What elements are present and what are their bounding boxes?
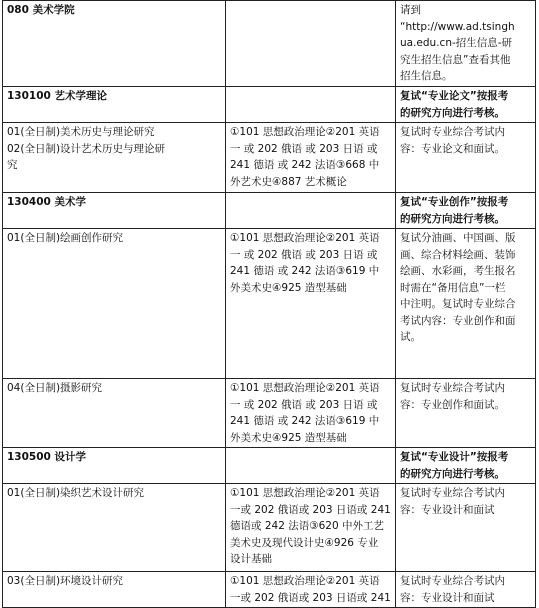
college-row bbox=[3, 1, 536, 87]
exam-subjects-cell bbox=[226, 572, 396, 608]
remarks-cell bbox=[396, 193, 536, 229]
catalog-body bbox=[3, 1, 536, 608]
major-name: 130500 设计学 bbox=[3, 448, 226, 484]
exam-subjects-cell bbox=[226, 193, 396, 229]
exam-subject-line: ①101 思想政治理论②201 英语 bbox=[230, 575, 380, 587]
college-name: 080 美术学院 bbox=[3, 1, 226, 87]
remark-line: 容：专业设计和面试 bbox=[400, 503, 495, 516]
major-row bbox=[3, 87, 536, 123]
exam-subject-line: 241 德语 或 242 法语③619 中 bbox=[230, 415, 380, 427]
direction-cell bbox=[3, 484, 226, 572]
exam-subject-line: ①101 思想政治理论②201 英语 bbox=[230, 487, 380, 499]
remark-line: 容：专业设计和面试 bbox=[400, 591, 495, 604]
remark-line: 的研究方向进行考核。 bbox=[400, 467, 505, 480]
direction-cell bbox=[3, 572, 226, 608]
remark-line: 的研究方向进行考核。 bbox=[400, 106, 505, 119]
exam-subject-line: ①101 思想政治理论②201 英语 bbox=[230, 232, 380, 244]
remark-line: 复试时专业综合考试内 bbox=[400, 575, 505, 587]
direction-line: 01(全日制)美术历史与理论研究 bbox=[7, 126, 155, 138]
exam-subject-line: 外美术史④925 造型基础 bbox=[230, 431, 347, 444]
exam-subject-line: ①101 思想政治理论②201 英语 bbox=[230, 126, 380, 138]
remarks-cell bbox=[396, 448, 536, 484]
direction-cell bbox=[3, 123, 226, 193]
exam-subject-line: 德语或 242 法语③620 中外工艺 bbox=[230, 520, 385, 532]
remark-line: 复试分油画、中国画、版 bbox=[400, 232, 516, 244]
exam-subjects-cell bbox=[226, 1, 396, 87]
major-name: 130400 美术学 bbox=[3, 193, 226, 229]
remark-line: 复试时专业综合考试内 bbox=[400, 126, 505, 138]
direction-cell bbox=[3, 229, 226, 379]
remark-line: 复试“专业创作”按报考 bbox=[400, 196, 509, 208]
remark-line: 试。 bbox=[400, 331, 421, 343]
direction-row bbox=[3, 379, 536, 448]
exam-subject-line: 美术史及现代设计史④926 专业 bbox=[230, 536, 379, 549]
exam-subjects-cell bbox=[226, 123, 396, 193]
direction-row bbox=[3, 484, 536, 572]
direction-row bbox=[3, 572, 536, 608]
remarks-cell bbox=[396, 87, 536, 123]
remark-line: 复试时专业综合考试内 bbox=[400, 382, 505, 394]
exam-subjects-cell bbox=[226, 229, 396, 379]
remark-line: 时需在“备用信息”一栏 bbox=[400, 281, 506, 294]
direction-line: 04(全日制)摄影研究 bbox=[7, 382, 103, 394]
direction-line: 01(全日制)绘画创作研究 bbox=[7, 232, 124, 244]
remarks-cell bbox=[396, 379, 536, 448]
major-row bbox=[3, 193, 536, 229]
catalog-table bbox=[2, 0, 536, 608]
exam-subject-line: 一 或 202 俄语 或 203 日语 或 bbox=[230, 142, 378, 155]
remark-line: 中注明。复试时专业综合 bbox=[400, 298, 516, 310]
remark-line: 考试内容：专业创作和面 bbox=[400, 314, 516, 327]
remarks-cell bbox=[396, 229, 536, 379]
remark-line: 的研究方向进行考核。 bbox=[400, 212, 505, 225]
remark-line: “http://www.ad.tsingh bbox=[400, 20, 515, 33]
exam-subject-line: 241 德语 或 242 法语③668 中 bbox=[230, 159, 380, 171]
exam-subject-line: 设计基础 bbox=[230, 553, 272, 565]
exam-subject-line: 一或 202 俄语或 203 日语或 241 bbox=[230, 503, 391, 516]
direction-line: 01(全日制)染织艺术设计研究 bbox=[7, 487, 145, 499]
exam-subject-line: 241 德语 或 242 法语③619 中 bbox=[230, 265, 380, 277]
exam-subject-line: 外美术史④925 造型基础 bbox=[230, 281, 347, 294]
direction-row bbox=[3, 229, 536, 379]
remark-line: 容：专业论文和面试。 bbox=[400, 142, 505, 155]
major-name: 130100 艺术学理论 bbox=[3, 87, 226, 123]
remarks-cell bbox=[396, 572, 536, 608]
remarks-cell bbox=[396, 484, 536, 572]
direction-line: 03(全日制)环境设计研究 bbox=[7, 575, 124, 587]
remark-line: ua.edu.cn-招生信息-研 bbox=[400, 37, 513, 49]
remark-line: 绘画、水彩画，考生报名 bbox=[400, 265, 516, 277]
exam-subjects-cell bbox=[226, 448, 396, 484]
remark-line: 招生信息。 bbox=[400, 70, 453, 82]
exam-subject-line: 外艺术史④887 艺术概论 bbox=[230, 175, 347, 188]
exam-subject-line: ①101 思想政治理论②201 英语 bbox=[230, 382, 380, 394]
remarks-cell bbox=[396, 123, 536, 193]
exam-subjects-cell bbox=[226, 484, 396, 572]
direction-cell bbox=[3, 379, 226, 448]
direction-line: 究 bbox=[7, 159, 18, 171]
direction-row bbox=[3, 123, 536, 193]
exam-subject-line: 一 或 202 俄语 或 203 日语 或 bbox=[230, 398, 378, 411]
remarks-cell bbox=[396, 1, 536, 87]
exam-subjects-cell bbox=[226, 379, 396, 448]
major-row bbox=[3, 448, 536, 484]
exam-subject-line: 一 或 202 俄语 或 203 日语 或 bbox=[230, 248, 378, 261]
remark-line: 复试时专业综合考试内 bbox=[400, 487, 505, 499]
exam-subjects-cell bbox=[226, 87, 396, 123]
remark-line: 复试“专业论文”按报考 bbox=[400, 90, 509, 102]
exam-subject-line: 一或 202 俄语或 203 日语或 241 bbox=[230, 591, 391, 604]
direction-line: 02(全日制)设计艺术历史与理论研 bbox=[7, 142, 166, 155]
remark-line: 请到 bbox=[400, 4, 421, 16]
remark-line: 画、综合材料绘画、装饰 bbox=[400, 248, 516, 261]
remark-line: 复试“专业设计”按报考 bbox=[400, 451, 509, 463]
remark-line: 究生招生信息”查看其他 bbox=[400, 53, 511, 66]
remark-line: 容：专业创作和面试。 bbox=[400, 398, 505, 411]
